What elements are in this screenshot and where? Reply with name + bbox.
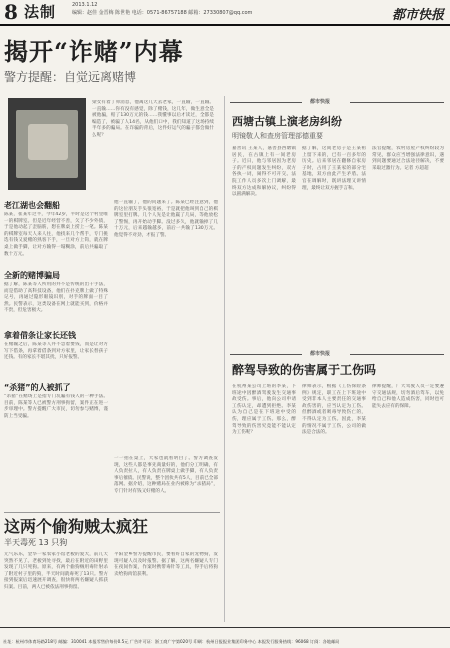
side-bottom-col-3: 律师提醒，广大驾驶人员一定要遵守交通法规，切勿酒后驾车，以免给自己和他人造成伤害，同时也可能失去应有的保障。 (372, 384, 444, 409)
bottom-headline: 这两个偷狗贼太疯狂 (4, 517, 149, 536)
bottom-text-2: 平阳金乡警方提醒市民，要看好自家的宠物狗，发现可疑人员及时报警。据了解，这两名嫌疑人专门在夜间作案，作案时携带毒针等工具，得手后将狗卖给狗肉馆获利。 (114, 552, 218, 577)
side-col-2: 据了解，这间老房子是王某祖上留下来的，已有一百多年的历史。后来邻居在翻修自家房子时，占用了王某家的部分宅基地，双方由此产生矛盾。法官在调解时，既讲法理又讲情理，最终让双方握手言和。 (302, 146, 366, 191)
section-text-3: 在赌输之后，陈某等人并不急着要钱，而是让对方写下借条，再拿着借条到对方家里，让家长替孩子还钱。有的家长不堪其扰，只好报警。 (4, 342, 108, 361)
side-headline-2: 醉驾导致的伤害属于工伤吗 (232, 363, 377, 377)
page-header (0, 0, 450, 26)
footer-text: 社址：杭州市体育场路218号 邮编：310041 本报零售价每份0.5元 广告许可证：浙工商广字第020号 印刷：杭州日报报业集团印务中心 本报发行服务热线：96068 订阅：各地邮局 (3, 639, 340, 644)
section-heading-2: 全新的赌博骗局 (4, 271, 60, 280)
main-column-3: 一一拍在桌上，大家也就看明白了。警方调查发现，这些人都是事先商量好的，他们分工明确，有人负责拉人，有人负责在牌桌上做手脚，有人负责事后催债。民警说，整个团伙共有5人，目前已全部落网。据介绍，这种赌局在业内被称为“杀猪局”，专门针对有钱又好赌的人。 (114, 456, 218, 494)
main-subheadline: 警方提醒：自觉远离赌博 (4, 70, 137, 84)
main-headline: 揭开“诈赌”内幕 (4, 37, 184, 66)
section-text-2: 据了解，陈某等人所用的并不是传统的出千手法，而是借助了高科技设备，他们在扑克牌上做了特殊记号，再通过隐形眼镜识别，对手的牌面一目了然。民警表示，这类设备在网上就能买到，价格并不贵，但危害极大。 (4, 282, 108, 314)
page-number: 8 (4, 0, 18, 24)
column-divider (224, 96, 225, 622)
side-col-3: 法官提醒，农村房屋产权纠纷较为常见，群众应当增强法律意识，遇到问题要通过合法途径解决，不要采取过激行为。记者 方超超 (372, 146, 444, 171)
masthead-logo: 都市快报 (391, 8, 444, 23)
side-headline-1: 西塘古镇上演老房纠纷 (232, 115, 342, 128)
bottom-text-1: 元气乐乐，金华一家农家小馆老板的爱犬，前几天突然不见了。老板到处寻找，最后在附近的田野里发现了几只死狗。原来，有两个偷狗贼用毒针射杀了附近村子里的狗，半天时间就毒死了13只。警方接到报案后迅速展开调查，很快将两名嫌疑人抓获归案。目前，两人已被依法刑事拘留。 (4, 552, 108, 590)
intro-text: 梁女有着丁卯消息，他离这几天去老家，一直输，一直输。一直输……你有没有感觉，除了赌钱，这几年，做生意全是被他骗，赔了130万元的钱……我懂事以后才读过，全都是编造了，被骗了人14名，从他们口中，我们知道了这场持续半年多的骗局。在诈骗的背后，这件好运气的骗子都会做什么呢？ (92, 100, 214, 138)
bottom-byline: 半天毒死 13 只狗 (4, 538, 68, 547)
side-bottom-col-1: 在杭州某公司上班的李某，下班途中因醉酒驾驶发生交通事故受伤。事后，他向公司申请工伤认定，却遭到拒绝。李某认为自己是在下班途中受的伤，理应属于工伤。那么，醉驾导致的伤害究竟能不能认定为工伤呢？ (232, 384, 296, 436)
side-band-1 (230, 96, 444, 108)
side-bottom-col-2: 律师表示，根据《工伤保险条例》规定，职工在上下班途中受到非本人主要责任的交通事故伤害的，应当认定为工伤。但醉酒或者吸毒导致伤亡的，不得认定为工伤。因此，李某的情况不属于工伤，公司的做法是合法的。 (302, 384, 366, 436)
section-heading-4: “杀猪”的人被抓了 (4, 383, 71, 392)
issue-date: 2013.1.12 (72, 2, 98, 8)
section-heading-3: 拿着借条让家长还钱 (4, 331, 76, 340)
side-col-1: 嘉善讯 王某人，嘉善县西塘镇居民，在古镇上有一间老房子。近日，他与邻居因为老房子的产权问题发生纠纷，双方各执一词，闹得不可开交。法院工作人员多次上门调解，最终双方达成和解协议，纠纷得以圆满解决。 (232, 146, 296, 198)
section-heading-1: 老江湖也会翻船 (4, 201, 60, 210)
phone-line: 电话：0571-86757188 邮箱：27330807@qq.com (131, 10, 253, 16)
main-column-2: 他一直输了，他的问题来了。陈某已经注意到，他的这位朋友手头很宽裕，于是就把他叫到自己的棋牌室里打牌。几个人先是让他赢了几局，等他放松了警惕，再开始动手脚。没过多久，他就输掉了几十万元，后来越输越多，前后一共输了130万元。他觉得不对劲，才报了警。 (114, 200, 218, 238)
photo-cards (28, 124, 68, 160)
side-band-label-2: 都市快报 (310, 351, 331, 357)
editor-info (72, 10, 252, 17)
bottom-divider (4, 512, 220, 513)
section-text-1: 陈某，崔某年过半，今年42岁，平时是这个村里唯一的棋牌室。但是近年经营不善，欠了不少外债，于是他动起了歪脑筋，想在牌桌上捞上一笔。陈某的棋牌室每天人来人往，他找来几个帮手，专门挑选有钱又爱赌的熟客下手，一旦对方上钩，就在牌桌上做手脚，让对方输得一塌糊涂，前后共骗取了数十万元。 (4, 212, 108, 257)
article-photo (8, 98, 86, 190)
section-title: 法制 (24, 3, 57, 21)
editor-line: 编辑：赵佳 金晋梅 陈世艳 (72, 10, 131, 16)
page-footer (0, 627, 450, 644)
section-text-4: “杀猪”在赌场上是指专门坑骗有钱人的一种手法。目前，陈某等人已被警方刑事拘留，案件正在进一步审理中。警方提醒广大市民，切勿参与赌博，谨防上当受骗。 (4, 394, 108, 419)
side-band-2 (230, 348, 444, 360)
side-band-label-1: 都市快报 (310, 99, 331, 105)
side-subheadline-1: 明镜敬人和查房管理部德重要 (232, 132, 323, 140)
